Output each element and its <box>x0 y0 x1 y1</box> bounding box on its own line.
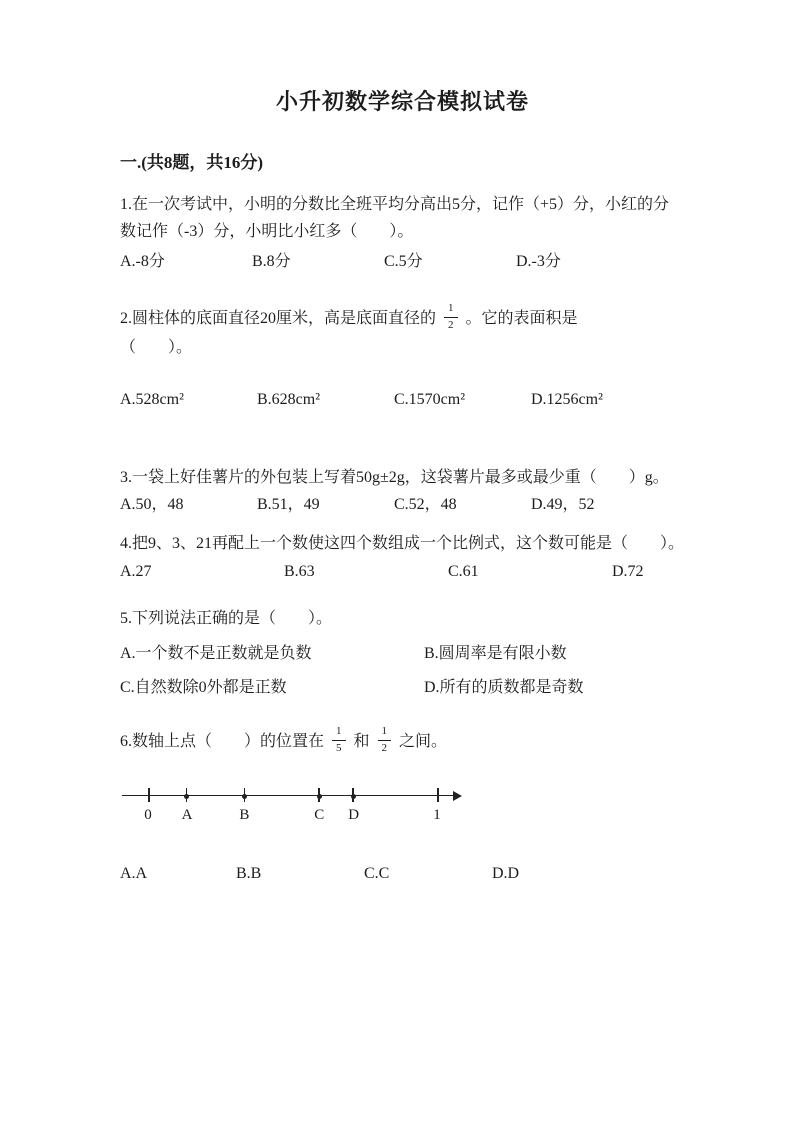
number-line-figure <box>122 777 462 835</box>
question-1-option-c: C.5分 <box>384 253 423 271</box>
question-1-option-a: A.-8分 <box>120 253 165 271</box>
question-5-options-row2 <box>120 677 685 699</box>
question-1-option-b: B.8分 <box>252 253 291 271</box>
question-6-stem-before: 6.数轴上点（ ）的位置在 <box>120 732 325 750</box>
question-6-stem <box>120 724 685 758</box>
question-2-options <box>120 389 685 411</box>
question-5-option-d: D.所有的质数都是奇数 <box>424 678 584 696</box>
question-6 <box>120 724 685 886</box>
question-4-options <box>120 561 685 583</box>
tick-label: B <box>239 807 250 824</box>
question-2-option-c: C.1570cm² <box>394 391 466 409</box>
tick-label: D <box>348 807 360 824</box>
question-6-options <box>120 863 685 885</box>
page-title: 小升初数学综合模拟试卷 <box>275 89 529 114</box>
question-4-option-d: D.72 <box>612 562 644 580</box>
question-5-options-row1 <box>120 643 685 665</box>
question-1-stem: 1.在一次考试中，小明的分数比全班平均分高出5分，记作（+5）分，小红的分数记作（-3）分，小明比小红多（ ）。 <box>120 196 670 241</box>
number-line-arrow-icon <box>453 791 462 801</box>
question-2-option-b: B.628cm² <box>257 391 321 409</box>
question-4-option-a: A.27 <box>120 562 152 580</box>
fraction-one-fifth: $\frac{1}{5}$ <box>332 725 346 756</box>
question-3-option-a: A.50，48 <box>120 496 184 514</box>
question-4 <box>120 530 685 583</box>
question-6-option-b: B.B <box>236 865 262 883</box>
tick-label: 1 <box>433 807 441 824</box>
question-3-option-b: B.51，49 <box>257 496 320 514</box>
question-3-options <box>120 494 685 516</box>
question-1-option-d: D.-3分 <box>516 253 561 271</box>
question-2-option-a: A.528cm² <box>120 391 184 409</box>
question-6-option-a: A.A <box>120 865 148 883</box>
tick-label: A <box>181 807 193 824</box>
question-3-option-d: D.49，52 <box>531 496 595 514</box>
question-2 <box>120 301 685 412</box>
question-5-stem: 5.下列说法正确的是（ ）。 <box>120 610 333 627</box>
question-6-option-c: C.C <box>364 865 390 883</box>
question-3-stem: 3.一袋上好佳薯片的外包装上写着50g±2g，这袋薯片最多或最少重（ ）g。 <box>120 468 669 486</box>
question-4-stem: 4.把9、3、21再配上一个数使这四个数组成一个比例式，这个数可能是（ ）。 <box>120 535 685 553</box>
question-4-option-c: C.61 <box>448 562 479 580</box>
question-2-stem <box>120 301 685 335</box>
question-1-options <box>120 251 685 273</box>
question-5-option-b: B.圆周率是有限小数 <box>424 645 567 663</box>
question-6-stem-middle: 和 <box>353 732 370 750</box>
question-5 <box>120 605 685 699</box>
question-4-option-b: B.63 <box>284 562 315 580</box>
question-2-option-d: D.1256cm² <box>531 391 603 409</box>
question-6-option-d: D.D <box>492 865 520 883</box>
fraction-one-half: $\frac{1}{2}$ <box>444 302 458 333</box>
tick-label: C <box>314 807 325 824</box>
question-2-stem-after: 。它的表面积是 <box>465 309 578 327</box>
question-5-option-a: A.一个数不是正数就是负数 <box>120 645 312 663</box>
tick-label: 0 <box>144 807 152 824</box>
number-line-axis <box>122 795 453 796</box>
section-heading: 一.(共8题，共16分) <box>120 153 264 172</box>
fraction-one-half: $\frac{1}{2}$ <box>378 725 392 756</box>
question-3 <box>120 464 685 517</box>
question-5-option-c: C.自然数除0外都是正数 <box>120 678 287 696</box>
question-1 <box>120 191 685 274</box>
question-3-option-c: C.52，48 <box>394 496 457 514</box>
question-2-stem-line2: （ ）。 <box>120 339 193 357</box>
question-6-stem-after: 之间。 <box>399 732 448 750</box>
question-2-stem-before: 2.圆柱体的底面直径20厘米，高是底面直径的 <box>120 309 437 327</box>
